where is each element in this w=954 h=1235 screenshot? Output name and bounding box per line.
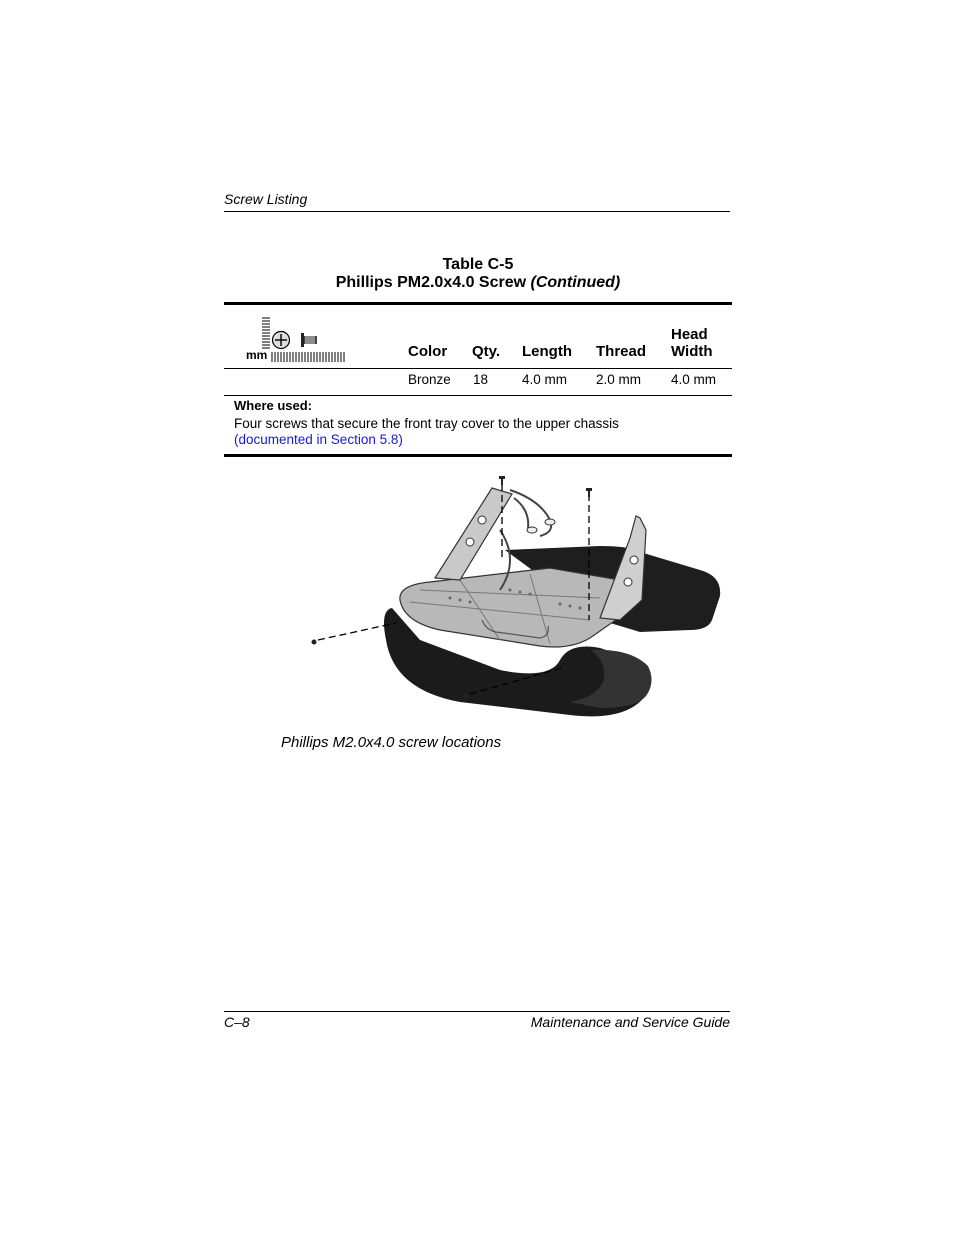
running-head: Screw Listing bbox=[224, 191, 308, 207]
table-title-main: Phillips PM2.0x4.0 Screw bbox=[335, 274, 527, 291]
where-used-text bbox=[234, 416, 619, 448]
where-used-label: Where used: bbox=[234, 398, 313, 413]
screw-scale-icon bbox=[244, 314, 350, 371]
scale-unit-label: mm bbox=[246, 348, 268, 362]
guide-title: Maintenance and Service Guide bbox=[530, 1014, 730, 1030]
cell-head-width: 4.0 mm bbox=[671, 372, 717, 387]
table-top-rule bbox=[224, 302, 732, 305]
section-link[interactable]: (documented in Section 5.8) bbox=[234, 432, 403, 447]
header-head-line2: Width bbox=[671, 343, 713, 360]
header-thread: Thread bbox=[596, 343, 647, 360]
where-used-description: Four screws that secure the front tray cover to the upper chassis bbox=[234, 416, 619, 431]
table-title-continued: (Continued) bbox=[530, 274, 621, 291]
header-rule bbox=[224, 211, 730, 212]
table-caption bbox=[224, 256, 732, 292]
header-qty: Qty. bbox=[472, 343, 501, 360]
footer-rule bbox=[224, 1011, 730, 1012]
header-head-width bbox=[671, 326, 713, 360]
table-number: Table C-5 bbox=[442, 256, 514, 273]
header-length: Length bbox=[522, 343, 572, 360]
cell-qty: 18 bbox=[473, 372, 489, 387]
table-title bbox=[224, 274, 732, 292]
row-rule bbox=[224, 395, 732, 396]
header-head-line1: Head bbox=[671, 326, 708, 343]
table-bottom-rule bbox=[224, 454, 732, 457]
cell-thread: 2.0 mm bbox=[596, 372, 642, 387]
page-number: C–8 bbox=[224, 1014, 250, 1030]
header-rule bbox=[224, 368, 732, 369]
header-color: Color bbox=[408, 343, 448, 360]
cell-length: 4.0 mm bbox=[522, 372, 568, 387]
figure-caption: Phillips M2.0x4.0 screw locations bbox=[281, 734, 502, 751]
screw-location-illustration bbox=[300, 470, 730, 730]
cell-color: Bronze bbox=[408, 372, 451, 387]
